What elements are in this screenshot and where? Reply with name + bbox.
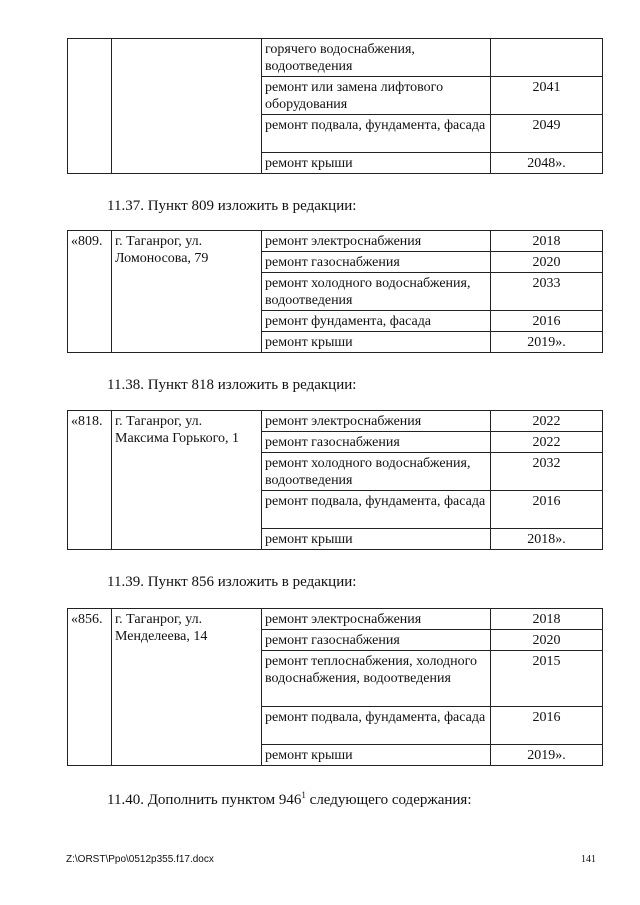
work-type-cell: горячего водоснабжения, водоотведения xyxy=(262,39,491,77)
work-type-cell: ремонт крыши xyxy=(262,745,491,766)
paragraph-11-38: 11.38. Пункт 818 изложить в редакции: xyxy=(107,377,357,393)
year-cell: 2016 xyxy=(491,707,603,745)
works-table-continuation xyxy=(67,38,603,174)
footer-page-number: 141 xyxy=(581,854,596,865)
paragraph-11-40-superscript: 1 xyxy=(301,790,306,800)
work-type-cell: ремонт холодного водоснабжения, водоотведения xyxy=(262,273,491,311)
work-type-cell: ремонт или замена лифтового оборудования xyxy=(262,77,491,115)
paragraph-11-40-tail: следующего содержания: xyxy=(305,792,472,808)
address-cell: г. Таганрог, ул. Ломоносова, 79 xyxy=(112,231,262,353)
address-cell: г. Таганрог, ул. Максима Горького, 1 xyxy=(112,411,262,550)
work-type-cell: ремонт крыши xyxy=(262,529,491,550)
works-table-818 xyxy=(67,410,603,550)
works-table-856 xyxy=(67,608,603,766)
work-type-cell: ремонт подвала, фундамента, фасада xyxy=(262,491,491,529)
work-type-cell: ремонт подвала, фундамента, фасада xyxy=(262,115,491,153)
paragraph-11-40-main: 11.40. Дополнить пунктом 946 xyxy=(107,792,302,808)
year-cell: 2016 xyxy=(491,491,603,529)
item-number-cell: «809. xyxy=(68,231,112,353)
year-cell: 2019». xyxy=(491,745,603,766)
year-cell: 2018». xyxy=(491,529,603,550)
work-type-cell: ремонт подвала, фундамента, фасада xyxy=(262,707,491,745)
address-cell: г. Таганрог, ул. Менделеева, 14 xyxy=(112,609,262,766)
work-type-cell: ремонт фундамента, фасада xyxy=(262,311,491,332)
paragraph-11-40 xyxy=(107,792,472,809)
year-cell: 2032 xyxy=(491,453,603,491)
year-cell: 2019». xyxy=(491,332,603,353)
year-cell: 2018 xyxy=(491,231,603,252)
year-cell: 2041 xyxy=(491,77,603,115)
item-number-cell: «818. xyxy=(68,411,112,550)
work-type-cell: ремонт газоснабжения xyxy=(262,432,491,453)
paragraph-11-39: 11.39. Пункт 856 изложить в редакции: xyxy=(107,574,357,590)
work-type-cell: ремонт газоснабжения xyxy=(262,252,491,273)
year-cell: 2048». xyxy=(491,153,603,174)
year-cell: 2049 xyxy=(491,115,603,153)
item-number-cell: «856. xyxy=(68,609,112,766)
work-type-cell: ремонт крыши xyxy=(262,332,491,353)
work-type-cell: ремонт крыши xyxy=(262,153,491,174)
work-type-cell: ремонт теплоснабжения, холодного водоснабжения, водоотведения xyxy=(262,651,491,707)
year-cell: 2018 xyxy=(491,609,603,630)
works-table-809 xyxy=(67,230,603,353)
year-cell: 2022 xyxy=(491,411,603,432)
work-type-cell: ремонт электроснабжения xyxy=(262,411,491,432)
work-type-cell: ремонт электроснабжения xyxy=(262,231,491,252)
year-cell: 2015 xyxy=(491,651,603,707)
year-cell: 2020 xyxy=(491,630,603,651)
work-type-cell: ремонт электроснабжения xyxy=(262,609,491,630)
year-cell: 2033 xyxy=(491,273,603,311)
year-cell xyxy=(491,39,603,77)
year-cell: 2016 xyxy=(491,311,603,332)
footer-file-path: Z:\ORST\Ppo\0512p355.f17.docx xyxy=(66,854,214,865)
paragraph-11-37: 11.37. Пункт 809 изложить в редакции: xyxy=(107,198,357,214)
year-cell: 2022 xyxy=(491,432,603,453)
work-type-cell: ремонт газоснабжения xyxy=(262,630,491,651)
year-cell: 2020 xyxy=(491,252,603,273)
work-type-cell: ремонт холодного водоснабжения, водоотведения xyxy=(262,453,491,491)
address-cell xyxy=(112,39,262,174)
item-number-cell xyxy=(68,39,112,174)
